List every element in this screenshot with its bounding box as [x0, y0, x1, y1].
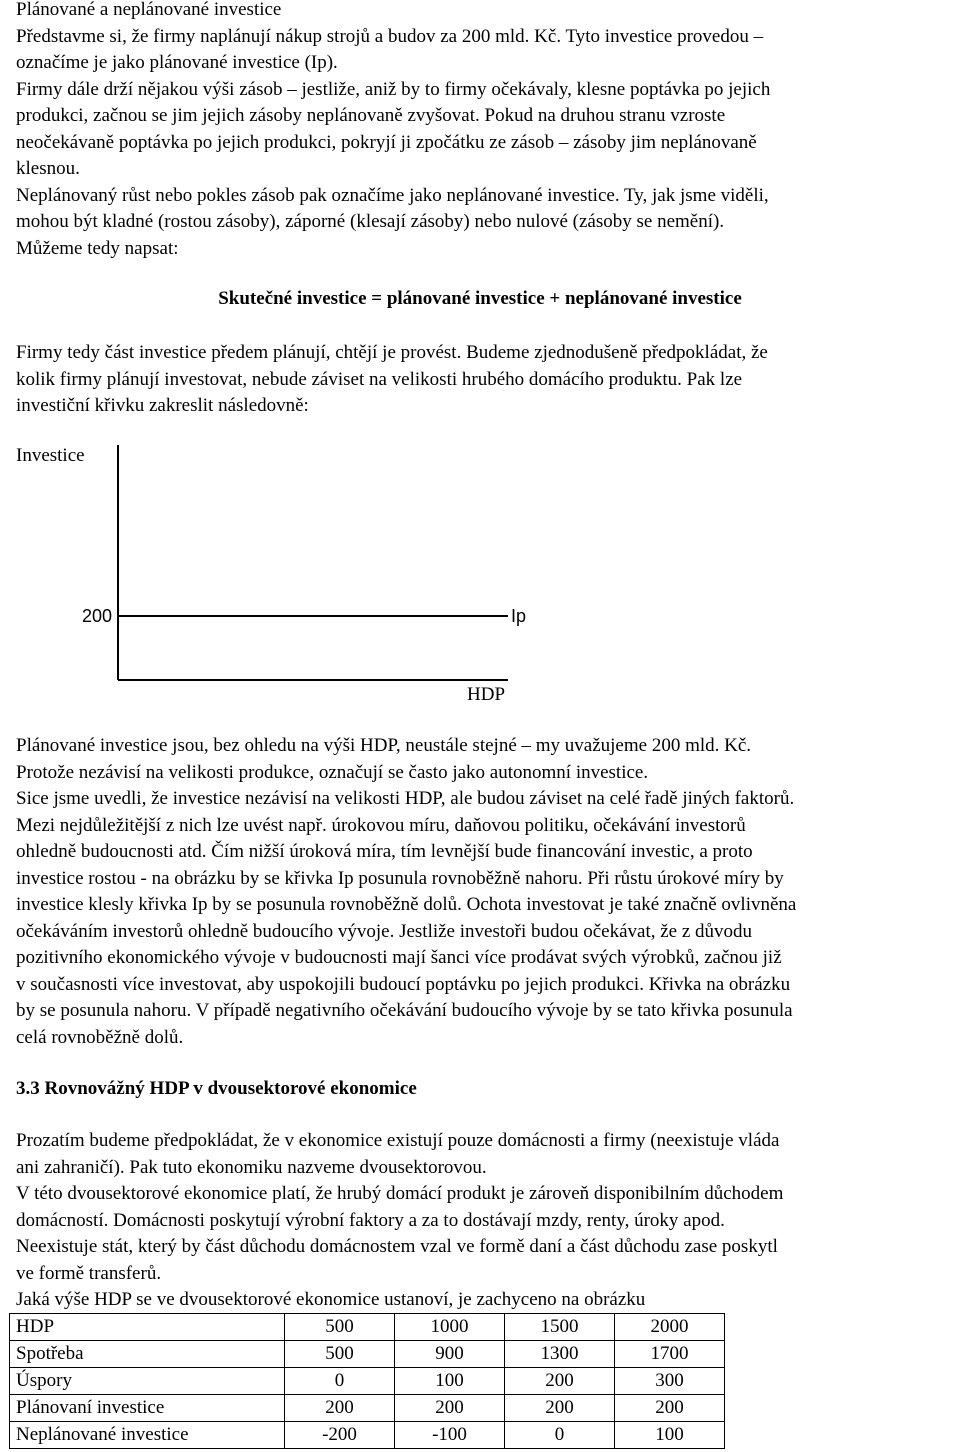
paragraph-line: Firmy tedy část investice předem plánují, chtějí je provést. Budeme zjednodušeně předpokládat, že: [16, 342, 768, 363]
table-row: [10, 1341, 725, 1368]
table-cell: Plánovaní investice: [10, 1395, 285, 1422]
paragraph-line: Jaká výše HDP se ve dvousektorové ekonomice ustanoví, je zachyceno na obrázku: [16, 1289, 646, 1310]
table-cell: 100: [395, 1368, 505, 1395]
paragraph-line: očekáváním investorů ohledně budoucího vývoje. Jestliže investoři budou očekávat, že z důvodu: [16, 920, 753, 942]
paragraph-line: Můžeme tedy napsat:: [16, 237, 179, 259]
paragraph-line: Prozatím budeme předpokládat, že v ekonomice existují pouze domácnosti a firmy (neexistuje vláda: [16, 1130, 780, 1151]
table-cell: Spotřeba: [10, 1341, 285, 1368]
table-cell: 500: [285, 1341, 395, 1368]
table-row: [10, 1422, 725, 1449]
after-chart-text: [16, 733, 956, 1051]
table-cell: 1300: [505, 1341, 615, 1368]
table-cell: 2000: [615, 1314, 725, 1341]
table-cell: 1000: [395, 1314, 505, 1341]
paragraph-line: neočekávaně poptávka po jejich produkci, pokryjí ji zpočátku ze zásob – zásoby jim neplánovaně: [16, 131, 757, 153]
paragraph-line: Firmy dále drží nějakou výši zásob – jestliže, aniž by to firmy očekávaly, klesne poptávka po jejich: [16, 78, 771, 100]
paragraph-line: pozitivního ekonomického vývoje v budoucnosti mají šanci více prodávat svých výrobků, začnou již: [16, 947, 782, 968]
intro-text: [16, 0, 956, 262]
paragraph-line: ohledně budoucnosti atd. Čím nižší úroková míra, tím levnější bude financování investic, a proto: [16, 841, 753, 862]
table-cell: 1700: [615, 1341, 725, 1368]
paragraph-line: investice rostou - na obrázku by se křivka Ip posunula rovnoběžně nahoru. Při růstu úrokové míry by: [16, 867, 784, 889]
paragraph-line: v současnosti více investovat, aby uspokojili budoucí poptávku po jejich produkci. Křivka na obrázku: [16, 973, 791, 995]
section-heading: [16, 1076, 956, 1103]
paragraph-line: Neplánovaný růst nebo pokles zásob pak označíme jako neplánované investice. Ty, jak jsme viděli,: [16, 184, 769, 206]
table-cell: 200: [505, 1395, 615, 1422]
table-row: [10, 1395, 725, 1422]
section-title-investments: Plánované a neplánované investice: [16, 0, 282, 20]
table-cell: -100: [395, 1422, 505, 1449]
table-row: [10, 1368, 725, 1395]
table-cell: 900: [395, 1341, 505, 1368]
paragraph-line: celá rovnoběžně dolů.: [16, 1026, 184, 1048]
paragraph-line: ve formě transferů.: [16, 1262, 162, 1284]
paragraph-line: V této dvousektorové ekonomice platí, že hrubý domácí produkt je zároveň disponibilním důchodem: [16, 1183, 784, 1204]
paragraph-line: Mezi nejdůležitější z nich lze uvést např. úrokovou míru, daňovou politiku, očekávání investorů: [16, 814, 746, 836]
table-row: [10, 1314, 725, 1341]
after-equation-text: [16, 340, 956, 420]
section-heading-text: 3.3 Rovnovážný HDP v dvousektorové ekonomice: [16, 1078, 417, 1099]
ip-series-label: Ip: [511, 606, 527, 626]
table-cell: 200: [285, 1395, 395, 1422]
paragraph-line: Protože nezávisí na velikosti produkce, označují se často jako autonomní investice.: [16, 761, 649, 783]
paragraph-line: označíme je jako plánované investice (Ip).: [16, 52, 338, 73]
table-cell: 100: [615, 1422, 725, 1449]
table-cell: 0: [505, 1422, 615, 1449]
paragraph-line: Neexistuje stát, který by část důchodu domácnostem vzal ve formě daní a část důchodu zase poskytl: [16, 1236, 778, 1257]
paragraph-line: Sice jsme uvedli, že investice nezávisí na velikosti HDP, ale budou záviset na celé řadě jiných faktorů.: [16, 788, 795, 809]
table-cell: 200: [505, 1368, 615, 1395]
paragraph-line: ani zahraničí). Pak tuto ekonomiku nazveme dvousektorovou.: [16, 1156, 487, 1178]
table-cell: 500: [285, 1314, 395, 1341]
chart-svg: [0, 440, 960, 720]
table-cell: 1500: [505, 1314, 615, 1341]
table-cell: 200: [395, 1395, 505, 1422]
paragraph-line: domácností. Domácnosti poskytují výrobní faktory a za to dostávají mzdy, renty, úroky apod.: [16, 1209, 725, 1231]
x-axis-label: HDP: [467, 684, 506, 705]
table-cell: -200: [285, 1422, 395, 1449]
paragraph-line: by se posunula nahoru. V případě negativního očekávání budoucího vývoje by se tato křivka posunula: [16, 1000, 793, 1021]
table-cell: 0: [285, 1368, 395, 1395]
y-tick-label-200: 200: [82, 606, 113, 626]
table-cell: Úspory: [10, 1368, 285, 1395]
investment-equation: Skutečné investice = plánované investice + neplánované investice: [218, 288, 742, 309]
table-cell: Neplánované investice: [10, 1422, 285, 1449]
paragraph-line: Představme si, že firmy naplánují nákup strojů a budov za 200 mld. Kč. Tyto investice provedou –: [16, 25, 764, 47]
paragraph-line: Plánované investice jsou, bez ohledu na výši HDP, neustále stejné – my uvažujeme 200 mld. Kč.: [16, 735, 752, 756]
paragraph-line: kolik firmy plánují investovat, nebude záviset na velikosti hrubého domácího produktu. Pak lze: [16, 368, 743, 390]
section-body-text: [16, 1128, 956, 1314]
paragraph-line: mohou být kladné (rostou zásoby), záporné (klesají zásoby) nebo nulové (zásoby se nemění).: [16, 211, 725, 232]
table-cell: 200: [615, 1395, 725, 1422]
table-cell: 300: [615, 1368, 725, 1395]
paragraph-line: produkci, začnou se jim jejich zásoby neplánovaně zvyšovat. Pokud na druhou stranu vzroste: [16, 105, 726, 126]
investment-curve-chart: [0, 440, 960, 720]
table-cell: HDP: [10, 1314, 285, 1341]
y-axis-label: Investice: [16, 445, 85, 466]
paragraph-line: investice klesly křivka Ip by se posunula rovnoběžně dolů. Ochota investovat je také značně ovlivněna: [16, 894, 797, 915]
hdp-table: [9, 1313, 725, 1449]
paragraph-line: klesnou.: [16, 158, 80, 179]
paragraph-line: investiční křivku zakreslit následovně:: [16, 395, 309, 416]
